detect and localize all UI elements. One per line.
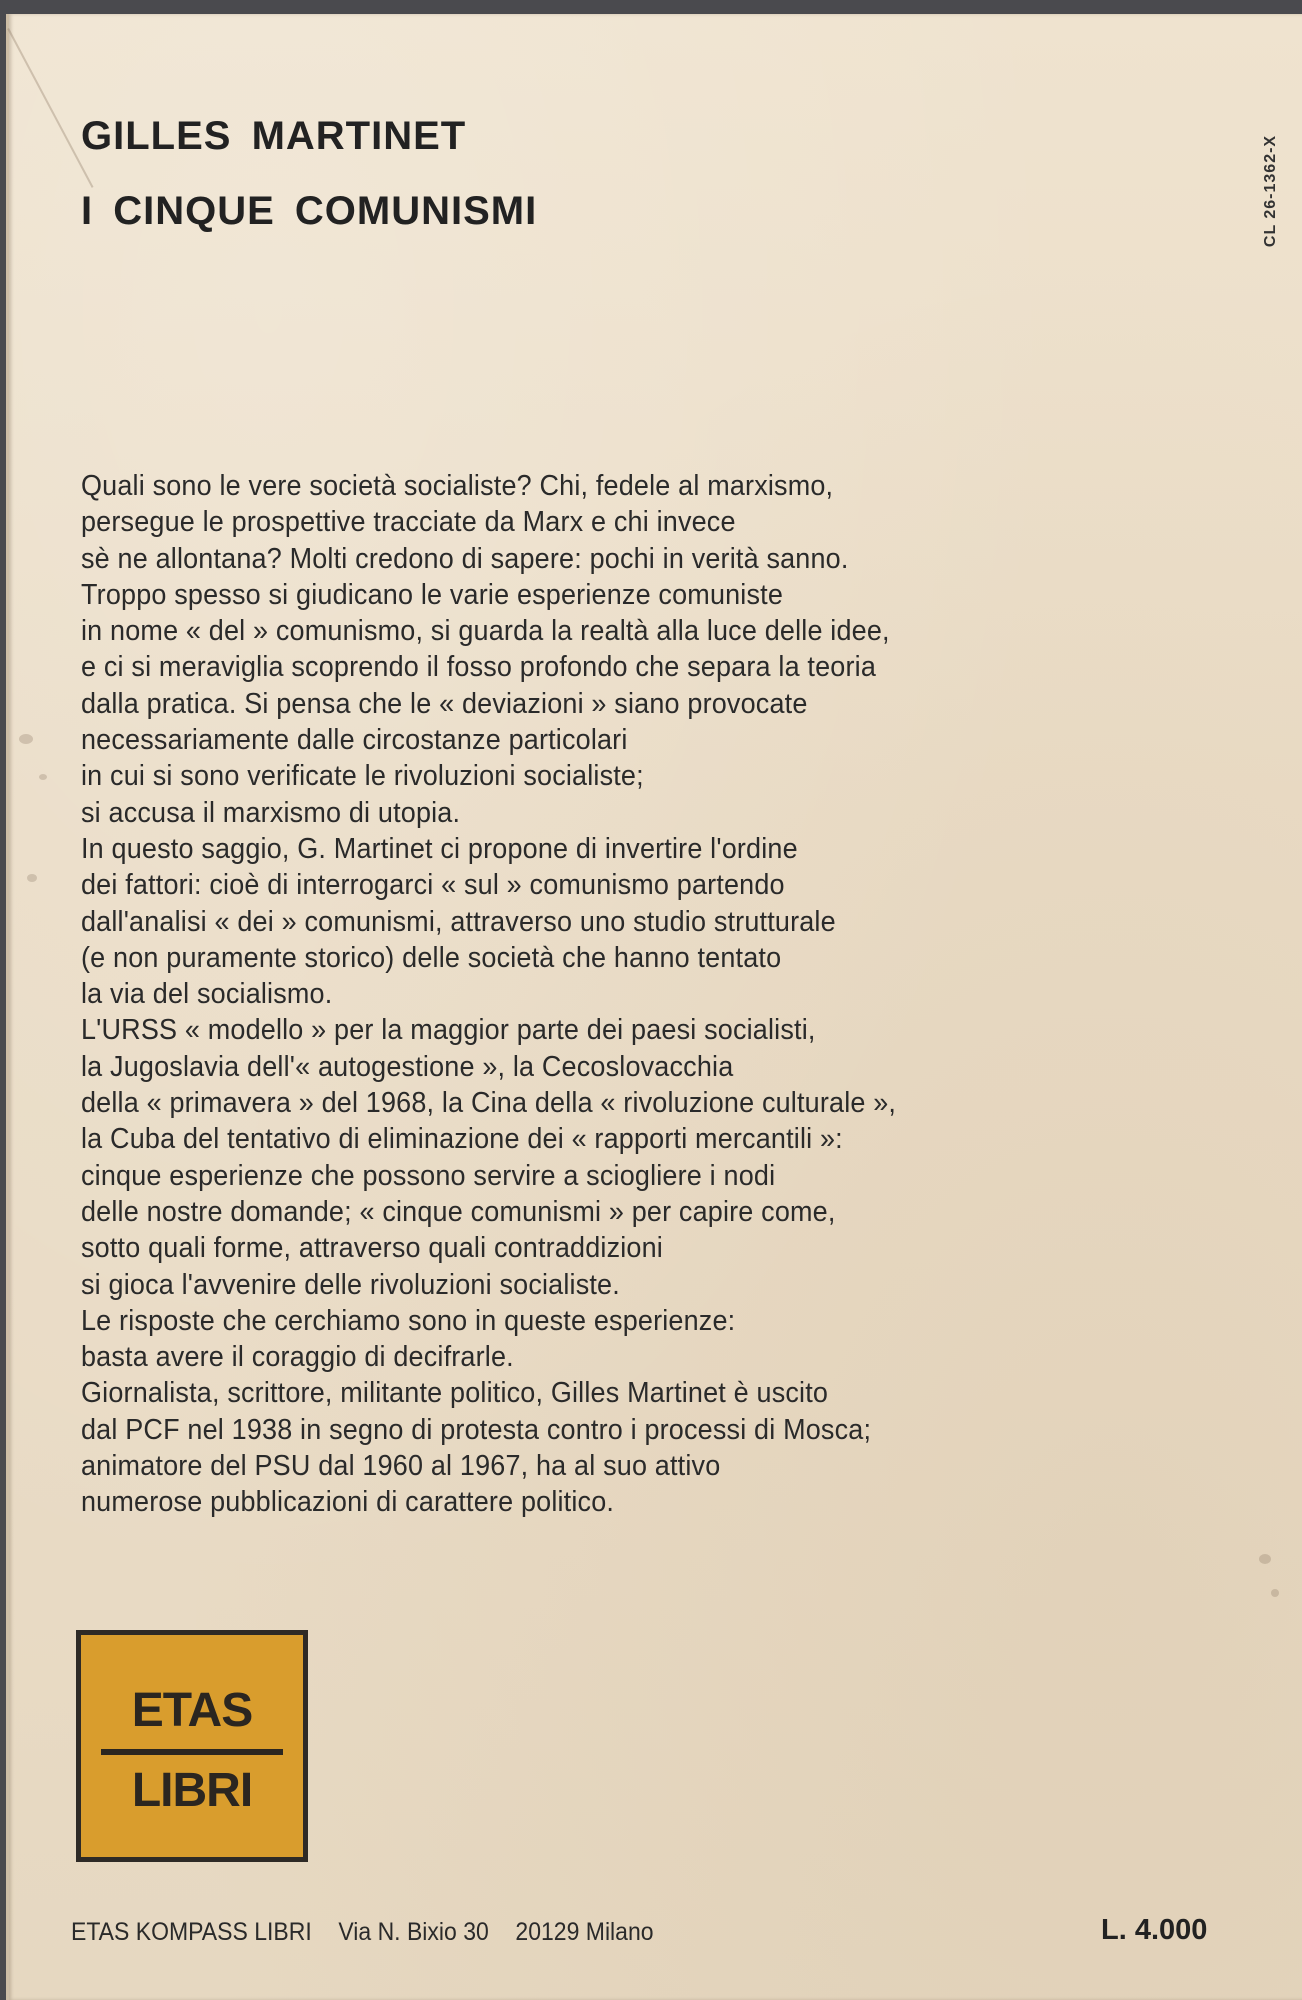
- etas-libri-logo: [76, 1630, 308, 1862]
- blurb-line: sotto quali forme, attraverso quali contraddizioni: [81, 1232, 663, 1265]
- blurb-line: la Cuba del tentativo di eliminazione dei « rapporti mercantili »:: [81, 1123, 843, 1156]
- blurb-line: Quali sono le vere società socialiste? Chi, fedele al marxismo,: [81, 470, 834, 502]
- book-back-cover: [6, 14, 1302, 2000]
- blurb-line: si gioca l'avvenire delle rivoluzioni socialiste.: [81, 1268, 620, 1301]
- paper-crease: [7, 28, 93, 188]
- blurb-line: delle nostre domande; « cinque comunismi » per capire come,: [81, 1195, 836, 1228]
- paper-stain: [39, 774, 47, 780]
- blurb-line: necessariamente dalle circostanze particolari: [81, 724, 628, 757]
- paper-stain: [1271, 1589, 1279, 1597]
- blurb-line: Troppo spesso si giudicano le varie esperienze comuniste: [81, 578, 784, 611]
- blurb-line: dall'analisi « dei » comunismi, attraverso uno studio strutturale: [81, 905, 836, 938]
- blurb-line: si accusa il marxismo di utopia.: [81, 796, 461, 829]
- paper-stain: [27, 874, 37, 882]
- blurb-line: Le risposte che cerchiamo sono in queste esperienze:: [81, 1304, 736, 1337]
- book-title: I CINQUE COMUNISMI: [81, 189, 538, 233]
- publisher-line: [71, 1918, 674, 1947]
- blurb-line: cinque esperienze che possono servire a sciogliere i nodi: [81, 1159, 776, 1192]
- blurb-line: basta avere il coraggio di decifrarle.: [81, 1341, 514, 1374]
- blurb-line: in nome « del » comunismo, si guarda la realtà alla luce delle idee,: [81, 615, 890, 648]
- blurb-line: in cui si sono verificate le rivoluzioni socialiste;: [81, 760, 644, 793]
- blurb-line: animatore del PSU dal 1960 al 1967, ha al suo attivo: [81, 1450, 721, 1483]
- blurb-line: numerose pubblicazioni di carattere politico.: [81, 1486, 615, 1519]
- logo-top-text: ETAS: [131, 1684, 253, 1737]
- blurb-line: L'URSS « modello » per la maggior parte dei paesi socialisti,: [81, 1014, 816, 1047]
- blurb-line: Giornalista, scrittore, militante politico, Gilles Martinet è uscito: [81, 1377, 829, 1410]
- blurb-line: e ci si meraviglia scoprendo il fosso profondo che separa la teoria: [81, 651, 877, 684]
- publisher-city: 20129 Milano: [515, 1918, 654, 1946]
- blurb-line: dei fattori: cioè di interrogarci « sul » comunismo partendo: [81, 869, 785, 902]
- publisher-address: Via N. Bixio 30: [338, 1918, 489, 1946]
- author-name: GILLES MARTINET: [81, 114, 467, 158]
- blurb-line: persegue le prospettive tracciate da Marx e chi invece: [81, 506, 736, 539]
- blurb-line: della « primavera » del 1968, la Cina della « rivoluzione culturale »,: [81, 1087, 897, 1120]
- logo-divider: [101, 1749, 283, 1755]
- blurb-line: la Jugoslavia dell'« autogestione », la Cecoslovacchia: [81, 1050, 734, 1083]
- blurb-line: dal PCF nel 1938 in segno di protesta contro i processi di Mosca;: [81, 1413, 872, 1446]
- catalog-code: CL 26-1362-X: [1262, 134, 1279, 248]
- paper-stain: [19, 734, 33, 744]
- blurb-text: [81, 468, 1201, 1521]
- price-label: L. 4.000: [1101, 1914, 1208, 1946]
- blurb-line: sè ne allontana? Molti credono di sapere: pochi in verità sanno.: [81, 542, 849, 575]
- paper-stain: [1259, 1554, 1271, 1564]
- logo-bottom-text: LIBRI: [131, 1764, 253, 1817]
- blurb-line: la via del socialismo.: [81, 978, 333, 1011]
- blurb-line: dalla pratica. Si pensa che le « deviazioni » siano provocate: [81, 687, 808, 720]
- blurb-line: In questo saggio, G. Martinet ci propone di invertire l'ordine: [81, 832, 798, 865]
- publisher-name: ETAS KOMPASS LIBRI: [71, 1918, 312, 1946]
- blurb-line: (e non puramente storico) delle società che hanno tentato: [81, 941, 782, 974]
